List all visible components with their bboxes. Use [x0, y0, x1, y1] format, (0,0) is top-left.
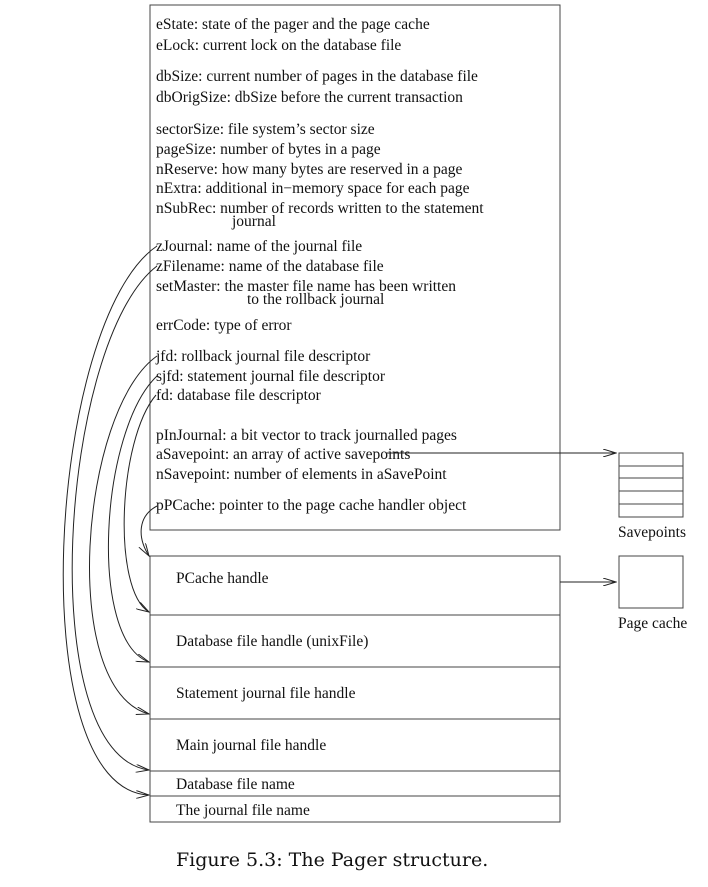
field-jfd: jfd: rollback journal file descriptor: [156, 348, 371, 365]
savepoints-array: [619, 453, 683, 517]
field-nsubrec-cont: journal: [232, 213, 276, 230]
field-estate: eState: state of the pager and the page cache: [156, 16, 430, 33]
handle-journalname: The journal file name: [176, 802, 310, 819]
field-asavepoint: aSavepoint: an array of active savepoints: [156, 446, 411, 463]
arrow-fd-to-dbfile: [124, 395, 156, 612]
field-zjournal: zJournal: name of the journal file: [156, 238, 363, 255]
page-cache-box: [619, 556, 683, 608]
handle-stmt-journal: Statement journal file handle: [176, 685, 356, 702]
field-pinjournal: pInJournal: a bit vector to track journalled pages: [156, 427, 457, 444]
arrow-ppcache-to-pcache: [141, 506, 157, 556]
pointer-arrows: [63, 246, 157, 795]
field-zfilename: zFilename: name of the database file: [156, 258, 384, 275]
field-nsubrec: nSubRec: number of records written to the statement: [156, 200, 484, 217]
field-dbsize: dbSize: current number of pages in the database file: [156, 68, 478, 85]
field-pagesize: pageSize: number of bytes in a page: [156, 141, 381, 158]
field-ppcache: pPCache: pointer to the page cache handler object: [156, 497, 467, 514]
field-nreserve: nReserve: how many bytes are reserved in a page: [156, 161, 463, 178]
field-dborigsize: dbOrigSize: dbSize before the current transaction: [156, 89, 463, 106]
handle-dbname: Database file name: [176, 776, 295, 793]
field-setmaster: setMaster: the master file name has been written: [156, 278, 456, 295]
handle-dbfile: Database file handle (unixFile): [176, 633, 369, 650]
page-cache-label: Page cache: [618, 615, 688, 632]
struct-fields: [155, 16, 484, 514]
field-nextra: nExtra: additional in−memory space for each page: [156, 180, 470, 197]
field-nsavepoint: nSavepoint: number of elements in aSavePoint: [156, 466, 447, 483]
handle-main-journal: Main journal file handle: [176, 737, 327, 754]
handle-pcache: PCache handle: [176, 570, 269, 587]
field-sjfd: sjfd: statement journal file descriptor: [156, 368, 385, 385]
field-elock: eLock: current lock on the database file: [156, 37, 402, 54]
savepoints-label: Savepoints: [618, 524, 687, 541]
field-errcode: errCode: type of error: [156, 317, 292, 334]
field-setmaster-cont: to the rollback journal: [247, 291, 385, 308]
field-fd: fd: database file descriptor: [156, 387, 321, 404]
figure-caption: Figure 5.3: The Pager structure.: [176, 849, 489, 871]
field-sectorsize: sectorSize: file system’s sector size: [156, 121, 375, 138]
